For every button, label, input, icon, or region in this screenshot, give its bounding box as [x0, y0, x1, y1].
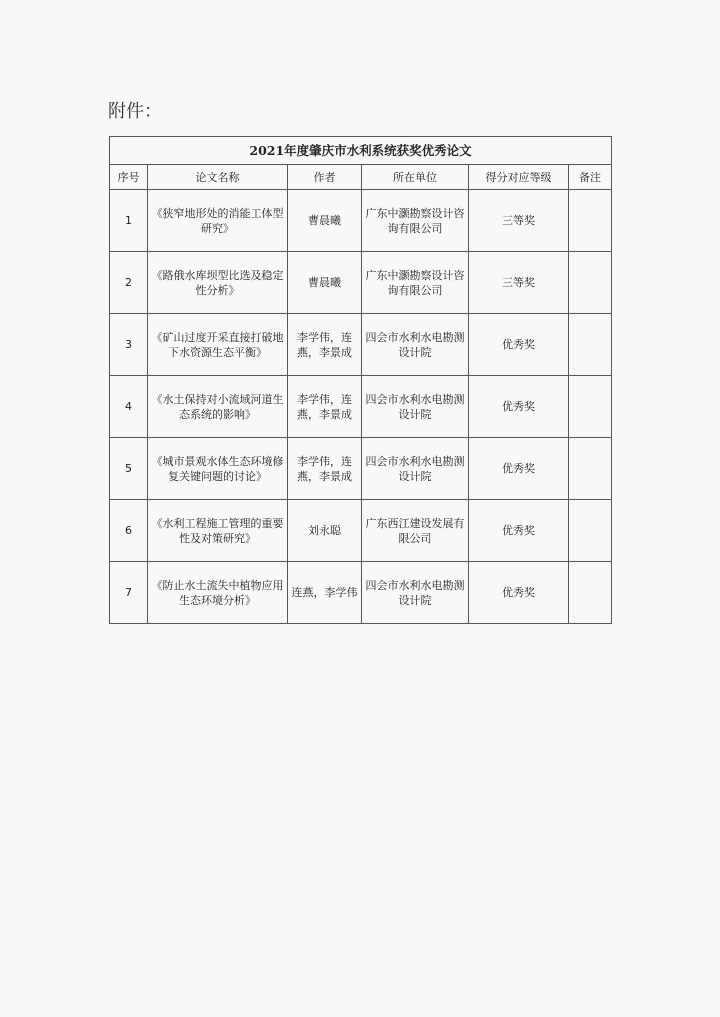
- cell-paper: 《水利工程施工管理的重要性及对策研究》: [148, 500, 288, 562]
- cell-unit: 四会市水利水电勘测设计院: [362, 438, 469, 500]
- cell-paper: 《狭窄地形处的消能工体型研究》: [148, 190, 288, 252]
- cell-unit: 四会市水利水电勘测设计院: [362, 376, 469, 438]
- cell-index: 1: [110, 190, 148, 252]
- cell-index: 3: [110, 314, 148, 376]
- table-row: [110, 376, 612, 438]
- cell-author: 连燕，李学伟: [288, 562, 362, 624]
- table-row: [110, 500, 612, 562]
- cell-unit: 广东中灏勘察设计咨询有限公司: [362, 190, 469, 252]
- cell-author: 曹晨曦: [288, 190, 362, 252]
- cell-unit: 广东西江建设发展有限公司: [362, 500, 469, 562]
- cell-paper: 《城市景观水体生态环境修复关键问题的讨论》: [148, 438, 288, 500]
- cell-unit: 广东中灏勘察设计咨询有限公司: [362, 252, 469, 314]
- cell-index: 7: [110, 562, 148, 624]
- cell-paper: 《防止水土流失中植物应用生态环境分析》: [148, 562, 288, 624]
- cell-grade: 优秀奖: [469, 314, 569, 376]
- cell-grade: 优秀奖: [469, 438, 569, 500]
- cell-index: 6: [110, 500, 148, 562]
- cell-remark: [569, 562, 612, 624]
- header-author: 作者: [288, 165, 362, 190]
- cell-author: 李学伟，连燕，李景成: [288, 438, 362, 500]
- table-row: [110, 252, 612, 314]
- cell-unit: 四会市水利水电勘测设计院: [362, 314, 469, 376]
- table-title-row: [110, 137, 612, 165]
- cell-index: 4: [110, 376, 148, 438]
- cell-author: 李学伟，连燕，李景成: [288, 376, 362, 438]
- cell-remark: [569, 438, 612, 500]
- table-header-row: [110, 165, 612, 190]
- cell-remark: [569, 500, 612, 562]
- cell-paper: 《水土保持对小流域河道生态系统的影响》: [148, 376, 288, 438]
- header-remark: 备注: [569, 165, 612, 190]
- table-row: [110, 314, 612, 376]
- cell-author: 刘永聪: [288, 500, 362, 562]
- cell-index: 2: [110, 252, 148, 314]
- cell-remark: [569, 252, 612, 314]
- award-table: [109, 136, 612, 624]
- cell-paper: 《路俄水库坝型比选及稳定性分析》: [148, 252, 288, 314]
- table-row: [110, 438, 612, 500]
- cell-grade: 优秀奖: [469, 376, 569, 438]
- cell-grade: 三等奖: [469, 190, 569, 252]
- cell-unit: 四会市水利水电勘测设计院: [362, 562, 469, 624]
- header-paper: 论文名称: [148, 165, 288, 190]
- header-grade: 得分对应等级: [469, 165, 569, 190]
- cell-author: 曹晨曦: [288, 252, 362, 314]
- header-unit: 所在单位: [362, 165, 469, 190]
- cell-grade: 三等奖: [469, 252, 569, 314]
- cell-remark: [569, 314, 612, 376]
- attachment-label: 附件：: [108, 101, 162, 122]
- cell-remark: [569, 376, 612, 438]
- cell-author: 李学伟，连燕，李景成: [288, 314, 362, 376]
- cell-remark: [569, 190, 612, 252]
- cell-paper: 《矿山过度开采直接打破地下水资源生态平衡》: [148, 314, 288, 376]
- header-index: 序号: [110, 165, 148, 190]
- table-title: 2021年度肇庆市水利系统获奖优秀论文: [110, 137, 612, 165]
- table-row: [110, 190, 612, 252]
- cell-index: 5: [110, 438, 148, 500]
- cell-grade: 优秀奖: [469, 500, 569, 562]
- cell-grade: 优秀奖: [469, 562, 569, 624]
- table-row: [110, 562, 612, 624]
